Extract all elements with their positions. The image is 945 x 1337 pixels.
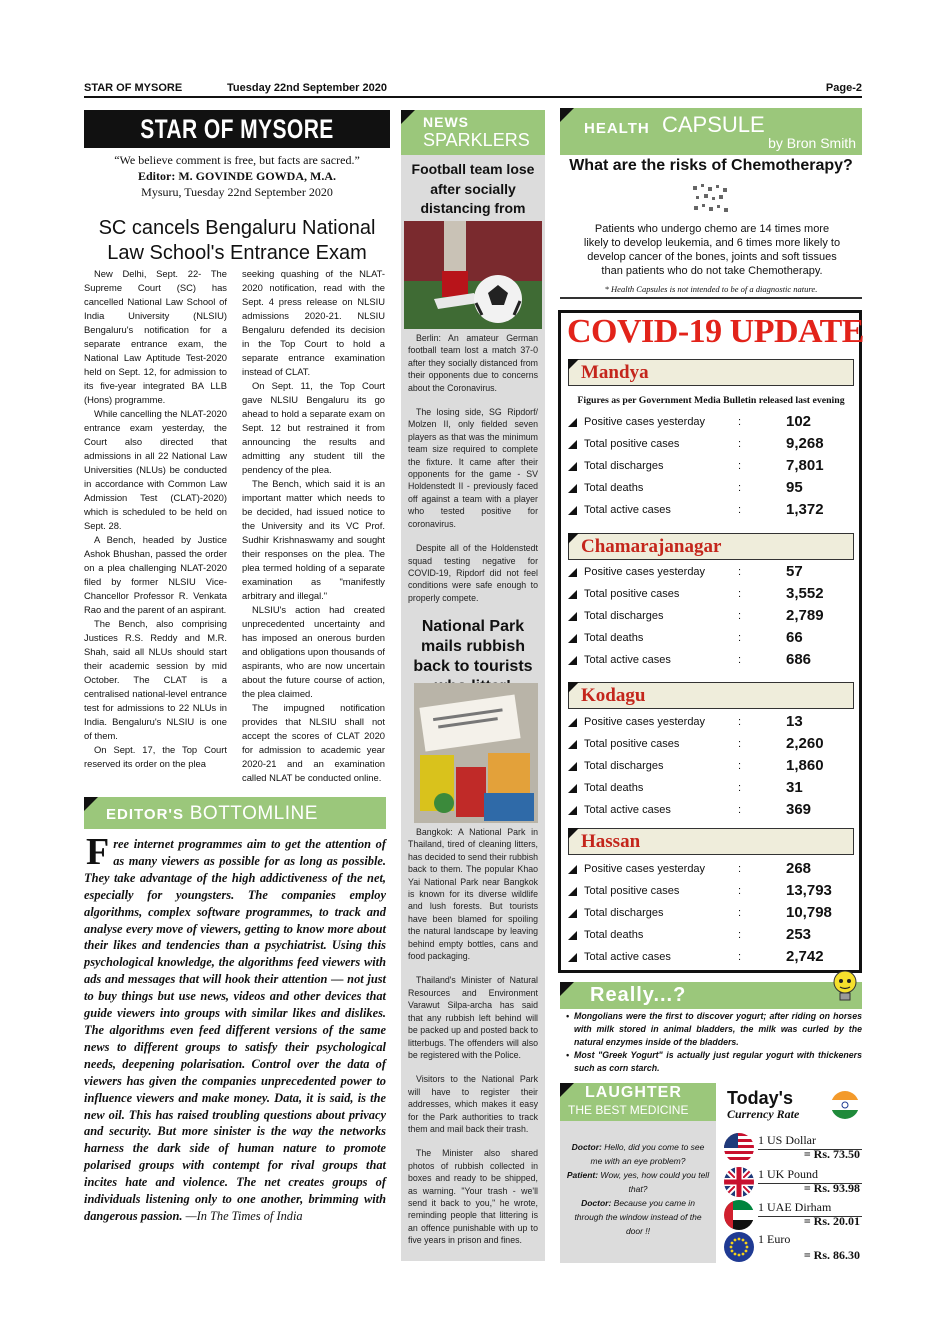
stat-separator: : bbox=[738, 907, 742, 919]
stat-label: Total positive cases bbox=[584, 738, 680, 750]
arrow-icon bbox=[568, 484, 577, 493]
speaker: Doctor: bbox=[571, 1142, 602, 1152]
arrow-icon bbox=[568, 440, 577, 449]
stat-separator: : bbox=[738, 885, 742, 897]
stat-value: 13,793 bbox=[786, 882, 832, 899]
stat-label: Positive cases yesterday bbox=[584, 716, 706, 728]
currency-name: 1 Euro bbox=[758, 1232, 791, 1246]
list-item: • Most "Greek Yogurt" is actually just regular yogurt with thickeners such as corn starch. bbox=[566, 1050, 862, 1073]
masthead-title: STAR OF MYSORE bbox=[140, 114, 334, 144]
really-list bbox=[566, 1010, 862, 1075]
stat-separator: : bbox=[738, 482, 742, 494]
lead-para: seeking quashing of the NLAT-2020 notification, read with the Sept. 4 press release on NLSIU admissions 2020-21. NLSIU Bengaluru defended its decision in the Top Court to hold a separate entrance examination instead of CLAT. bbox=[242, 268, 385, 377]
district-name: Kodagu bbox=[581, 685, 646, 706]
banner-label: CAPSULE bbox=[662, 112, 765, 137]
lead-para: While cancelling the NLAT-2020 entrance exam yesterday, the Court also directed that admissions in all 22 National Law Universities (NLUs) be conducted in accordance with Common Law Admission Test (CLAT)-2020) which is scheduled to be held on Sept. 28. bbox=[84, 408, 227, 531]
district-name: Mandya bbox=[581, 362, 649, 383]
stat-separator: : bbox=[738, 416, 742, 428]
masthead-dateline: Mysuru, Tuesday 22nd September 2020 bbox=[141, 185, 333, 199]
covid-title: COVID-19 UPDATE bbox=[567, 313, 864, 350]
uae-flag-icon bbox=[724, 1200, 754, 1230]
stat-label: Total deaths bbox=[584, 482, 644, 494]
joke-line bbox=[566, 1196, 710, 1238]
stat-value: 369 bbox=[786, 801, 812, 818]
us-flag-icon bbox=[724, 1133, 754, 1163]
stat-separator: : bbox=[738, 716, 742, 728]
corner-triangle-icon bbox=[568, 828, 579, 839]
football-photo bbox=[404, 221, 542, 329]
stat-separator: : bbox=[738, 760, 742, 772]
covid-stat-row bbox=[568, 737, 854, 759]
banner-label-bold: NEWS bbox=[423, 114, 469, 130]
stat-separator: : bbox=[738, 460, 742, 472]
masthead-motto: “We believe comment is free, but facts are sacred.” bbox=[114, 153, 360, 167]
banner-label-bold: HEALTH bbox=[584, 120, 650, 137]
covid-stat-row bbox=[568, 803, 854, 825]
football-story-text bbox=[408, 332, 538, 616]
lightbulb-icon bbox=[828, 968, 862, 1004]
currency-title: Today's bbox=[727, 1088, 793, 1108]
corner-triangle-icon bbox=[560, 108, 574, 122]
stat-label: Total discharges bbox=[584, 760, 664, 772]
corner-triangle-icon bbox=[568, 533, 579, 544]
district-name: Hassan bbox=[581, 831, 641, 852]
district-name: Chamarajanagar bbox=[581, 536, 722, 557]
corner-triangle-icon bbox=[568, 682, 579, 693]
currency-row-gbp bbox=[724, 1167, 862, 1199]
masthead-editor: Editor: M. GOVINDE GOWDA, M.A. bbox=[138, 169, 336, 183]
covid-stat-row bbox=[568, 481, 854, 503]
banner-label: BOTTOMLINE bbox=[189, 803, 318, 824]
banner-label-bold: EDITOR'S bbox=[106, 806, 184, 823]
district-header bbox=[568, 828, 854, 855]
speech: Wow, yes, how could you tell that? bbox=[598, 1170, 710, 1194]
editorial-credit: —In The Times of India bbox=[182, 1208, 303, 1223]
stat-label: Total deaths bbox=[584, 929, 644, 941]
stat-value: 1,860 bbox=[786, 757, 824, 774]
rubbish-photo bbox=[414, 683, 538, 823]
stat-separator: : bbox=[738, 438, 742, 450]
covid-stat-row bbox=[568, 565, 854, 587]
joke-line bbox=[566, 1168, 710, 1196]
arrow-icon bbox=[568, 612, 577, 621]
currency-name: 1 UAE Dirham bbox=[758, 1200, 832, 1214]
health-capsule-question: What are the risks of Chemotherapy? bbox=[569, 157, 853, 174]
covid-stat-row bbox=[568, 437, 854, 459]
header-paper-name: STAR OF MYSORE bbox=[84, 82, 183, 94]
stat-value: 10,798 bbox=[786, 904, 832, 921]
stat-label: Total discharges bbox=[584, 460, 664, 472]
stat-separator: : bbox=[738, 566, 742, 578]
corner-triangle-icon bbox=[560, 982, 574, 996]
stat-value: 57 bbox=[786, 563, 803, 580]
stat-value: 95 bbox=[786, 479, 803, 496]
divider bbox=[560, 297, 862, 299]
arrow-icon bbox=[568, 418, 577, 427]
corner-triangle-icon bbox=[568, 359, 579, 370]
arrow-icon bbox=[568, 462, 577, 471]
currency-value: = Rs. 93.98 bbox=[803, 1181, 860, 1195]
header-date: Tuesday 22nd September 2020 bbox=[227, 82, 387, 94]
news-sparklers-banner bbox=[401, 110, 545, 155]
covid-stat-row bbox=[568, 759, 854, 781]
district-header bbox=[568, 682, 854, 709]
editors-bottomline-text bbox=[84, 831, 386, 1225]
arrow-icon bbox=[568, 762, 577, 771]
district-header bbox=[568, 359, 854, 386]
currency-row-usd bbox=[724, 1133, 862, 1165]
lead-para: The impugned notification provides that NLSIU shall not accept the scores of CLAT 2020 for admission to academic year 2020-21 and an examination called NLAT be conducted online. bbox=[242, 702, 385, 783]
arrow-icon bbox=[568, 806, 577, 815]
really-banner bbox=[560, 982, 862, 1009]
arrow-icon bbox=[568, 784, 577, 793]
editorial-body: ree internet programmes aim to get the attention of as many viewers as possible for as long as possible. They take advantage of the high addictiveness of the net, especially for youngsters. The companies employ algorithms, complex software programmes, to track and analyse every move of viewers, getting to know more about their likes and tendencies than a psychiatrist. Using this psychological knowledge, the algorithms feed viewers with ads and messages that will hook their attention — not just to buy things but use news, videos and other devices that guide viewers into groups with similar likes and dislikes. The algorithms even feed different versions of the same news to different groups to satisfy their psychological needs, deepening polarisation. Control over the data of viewers has given the companies unprecedented power to influence viewers and make money. Data, it is said, is the new oil. This has raised troubling questions about privacy and security. But more sinister is the way the networks harness the dark side of human nature to promote polarised groups with contempt for rival groups that incites hate and violence. The net creates groups of individuals listening only to one another, brimming with dangerous passion. bbox=[84, 837, 386, 1223]
lead-para: The Bench, also comprising Justices R.S. Reddy and M.R. Shah, said all NLUs should start their academic session by mid October. The CLAT is a centralised national-level entrance test for admissions to 22 NLUs in India. Bengaluru's NLSIU is one of them. bbox=[84, 618, 227, 741]
currency-value: = Rs. 20.01 bbox=[803, 1214, 860, 1228]
stat-label: Total deaths bbox=[584, 632, 644, 644]
arrow-icon bbox=[568, 953, 577, 962]
uk-flag-icon bbox=[724, 1167, 754, 1197]
stat-separator: : bbox=[738, 804, 742, 816]
covid-subtitle: Figures as per Government Media Bulletin released last evening bbox=[577, 395, 845, 406]
really-title: Really...? bbox=[590, 984, 687, 1006]
covid-stat-row bbox=[568, 715, 854, 737]
stat-value: 7,801 bbox=[786, 457, 824, 474]
corner-triangle-icon bbox=[401, 110, 415, 124]
story-para: Despite all of the Holdenstedt squad testing negative for COVID-19, Ripdorf did not feel conditions were safe enough to properly compete. bbox=[408, 543, 538, 603]
arrow-icon bbox=[568, 865, 577, 874]
health-capsule-text: Patients who undergo chemo are 14 times more likely to develop leukemia, and 6 times more likely to develop cancer of the bones, joints and soft tissues than patients who do not take Chemotherapy. bbox=[583, 223, 841, 277]
covid-stat-row bbox=[568, 459, 854, 481]
stat-value: 102 bbox=[786, 413, 812, 430]
stat-value: 66 bbox=[786, 629, 803, 646]
arrow-icon bbox=[568, 931, 577, 940]
lead-para: The Bench, which said it is an important matter which needs to be decided, had issued notice to the University and its VC Prof. Sudhir Krishnaswamy and sought their responses on the plea. The plea termed holding of a separate examination as "manifestly arbitrary and illegal." bbox=[242, 478, 385, 601]
story-para: The losing side, SG Ripdorf/ Molzen II, only fielded seven players as that was the minimum team size required to complete the fixture. It came after their opponents for the game - SV Holdenstedt II - previously faced off against a team with a player who tested positive for coronavirus. bbox=[408, 407, 538, 529]
health-capsule-disclaimer: * Health Capsules is not intended to be of a diagnostic nature. bbox=[604, 284, 818, 294]
stat-separator: : bbox=[738, 929, 742, 941]
masthead bbox=[84, 110, 390, 148]
stat-label: Total positive cases bbox=[584, 885, 680, 897]
currency-row-aed bbox=[724, 1200, 862, 1232]
stat-separator: : bbox=[738, 632, 742, 644]
stat-value: 2,260 bbox=[786, 735, 824, 752]
story-para: Berlin: An amateur German football team lost a match 37-0 after they socially distanced from their opponents due to concerns about the Coronavirus. bbox=[408, 333, 538, 393]
covid-stat-row bbox=[568, 884, 854, 906]
stat-label: Total positive cases bbox=[584, 438, 680, 450]
story-para: Thailand's Minister of Natural Resources and Environment Varawut Silpa-archa has said that any rubbish left behind will be packed up and posted back to litterbugs. The offenders will also be registered with the Police. bbox=[408, 975, 538, 1060]
stat-label: Total discharges bbox=[584, 610, 664, 622]
arrow-icon bbox=[568, 909, 577, 918]
header-page-number: Page-2 bbox=[825, 82, 862, 94]
stat-value: 9,268 bbox=[786, 435, 824, 452]
stat-value: 268 bbox=[786, 860, 812, 877]
covid-stat-row bbox=[568, 906, 854, 928]
stat-separator: : bbox=[738, 588, 742, 600]
stat-label: Total active cases bbox=[584, 504, 671, 516]
national-park-story-text bbox=[408, 826, 538, 1259]
health-capsule-banner bbox=[560, 108, 862, 155]
stat-separator: : bbox=[738, 654, 742, 666]
lead-para: New Delhi, Sept. 22- The Supreme Court (SC) has cancelled National Law School of India University (NLSIU) Bengaluru's notification for a separate entrance exam, the National Law Aptitude Test-2020 held on Sept. 12, for admission to its five-year integrated BA LLB (Hons) programme. bbox=[84, 268, 227, 405]
page-header bbox=[84, 80, 862, 98]
stat-separator: : bbox=[738, 738, 742, 750]
arrow-icon bbox=[568, 718, 577, 727]
stat-separator: : bbox=[738, 951, 742, 963]
arrow-icon bbox=[568, 656, 577, 665]
covid-stat-row bbox=[568, 415, 854, 437]
stat-label: Total active cases bbox=[584, 804, 671, 816]
lead-para: A Bench, headed by Justice Ashok Bhushan, passed the order on a plea challenging NLAT-2020 filed by former NLSIU Vice-Chancellor Professor R. Venkata Rao and the parent of an aspirant. bbox=[84, 534, 227, 615]
covid-stat-row bbox=[568, 587, 854, 609]
currency-row-eur bbox=[724, 1232, 862, 1264]
covid-stat-row bbox=[568, 653, 854, 675]
stat-label: Positive cases yesterday bbox=[584, 566, 706, 578]
stat-value: 253 bbox=[786, 926, 812, 943]
lead-headline-line-1: SC cancels Bengaluru National bbox=[98, 217, 376, 239]
covid-stat-row bbox=[568, 609, 854, 631]
really-fact: Mongolians were the first to discover yogurt; after riding on horses with milk stored in animal bladders, the milk was curled by the natural enzymes inside of the bladders. bbox=[574, 1011, 862, 1047]
corner-triangle-icon bbox=[84, 797, 98, 811]
arrow-icon bbox=[568, 568, 577, 577]
joke-line bbox=[566, 1140, 710, 1168]
covid-stat-row bbox=[568, 631, 854, 653]
currency-subtitle: Currency Rate bbox=[727, 1107, 800, 1121]
speaker: Patient: bbox=[566, 1170, 599, 1180]
speech: Because you came in through the window instead of the door !! bbox=[574, 1198, 702, 1236]
stat-value: 13 bbox=[786, 713, 803, 730]
stat-label: Positive cases yesterday bbox=[584, 863, 706, 875]
covid-stat-row bbox=[568, 862, 854, 884]
covid-stat-row bbox=[568, 928, 854, 950]
currency-name: 1 UK Pound bbox=[758, 1167, 819, 1181]
lead-story-headline bbox=[84, 216, 390, 266]
laughter-joke bbox=[566, 1140, 710, 1238]
stat-label: Total active cases bbox=[584, 654, 671, 666]
stat-value: 2,789 bbox=[786, 607, 824, 624]
arrow-icon bbox=[568, 506, 577, 515]
stat-separator: : bbox=[738, 863, 742, 875]
really-fact: Most "Greek Yogurt" is actually just regular yogurt with thickeners such as corn starch. bbox=[574, 1050, 862, 1073]
stat-label: Total active cases bbox=[584, 951, 671, 963]
football-headline: Football team lose after socially distancing from bbox=[411, 161, 535, 216]
editors-bottomline-banner bbox=[84, 797, 386, 829]
stat-value: 31 bbox=[786, 779, 803, 796]
drop-cap: F bbox=[86, 831, 110, 873]
story-para: The Minister also shared photos of rubbish collected in boxes and ready to be shipped, as warning. "Your trash - we'll send it back to you," he wrote, reminding people that littering is an offence punishable with up to five years in prison and fines. bbox=[408, 1148, 538, 1246]
stat-separator: : bbox=[738, 610, 742, 622]
chemo-illustration-icon bbox=[690, 182, 732, 218]
health-capsule-byline: by Bron Smith bbox=[768, 135, 856, 151]
lead-story-column-1 bbox=[84, 267, 227, 771]
speaker: Doctor: bbox=[581, 1198, 612, 1208]
covid-stat-row bbox=[568, 950, 854, 972]
national-park-headline: National Park mails rubbish back to tourists bbox=[413, 618, 533, 675]
currency-value: = Rs. 86.30 bbox=[803, 1248, 860, 1262]
stat-value: 3,552 bbox=[786, 585, 824, 602]
lead-headline-line-2: Law School's Entrance Exam bbox=[107, 242, 367, 264]
stat-separator: : bbox=[738, 504, 742, 516]
stat-value: 686 bbox=[786, 651, 812, 668]
lead-para: On Sept. 17, the Top Court reserved its order on the plea bbox=[84, 744, 227, 769]
stat-value: 2,742 bbox=[786, 948, 824, 965]
district-header bbox=[568, 533, 854, 560]
story-para: Bangkok: A National Park in Thailand, tired of cleaning litters, has decided to send their rubbish back to them. The popular Khao Yai National Park near Bangkok is known for its diverse wildlife and lush forests. But tourists have been blamed for spoiling the natural landscape by leaving behind empty bottles, cans and food packaging. bbox=[408, 827, 538, 962]
banner-label-bold: LAUGHTER bbox=[585, 1084, 682, 1101]
arrow-icon bbox=[568, 590, 577, 599]
lead-story-column-2 bbox=[242, 267, 385, 785]
corner-triangle-icon bbox=[560, 1083, 574, 1097]
lead-para: On Sept. 11, the Top Court gave NLSIU Bengaluru its go ahead to hold a separate exam on Sept. 12 but restrained it from announcing the results and admitting any student till the pendency of the plea. bbox=[242, 380, 385, 475]
covid-stat-row bbox=[568, 781, 854, 803]
eu-flag-icon bbox=[724, 1232, 754, 1262]
banner-label: THE BEST MEDICINE bbox=[568, 1103, 689, 1117]
laughter-banner bbox=[560, 1083, 716, 1121]
stat-label: Total positive cases bbox=[584, 588, 680, 600]
arrow-icon bbox=[568, 740, 577, 749]
speech: Hello, did you come to see me with an eye problem? bbox=[590, 1142, 705, 1166]
india-flag-icon bbox=[830, 1090, 860, 1120]
arrow-icon bbox=[568, 887, 577, 896]
covid-stat-row bbox=[568, 503, 854, 525]
list-item: • Mongolians were the first to discover yogurt; after riding on horses with milk stored in animal bladders, the milk was curled by the natural enzymes inside of the bladders. bbox=[566, 1011, 862, 1047]
story-para: Visitors to the National Park will have to register their addresses, which makes it easy for the Park authorities to track them and mail back their trash. bbox=[408, 1074, 538, 1134]
masthead-info bbox=[84, 152, 390, 200]
stat-value: 1,372 bbox=[786, 501, 824, 518]
stat-label: Total discharges bbox=[584, 907, 664, 919]
stat-label: Total deaths bbox=[584, 782, 644, 794]
currency-name: 1 US Dollar bbox=[758, 1133, 816, 1147]
stat-separator: : bbox=[738, 782, 742, 794]
currency-value: = Rs. 73.50 bbox=[803, 1147, 860, 1161]
banner-label: SPARKLERS bbox=[423, 130, 530, 150]
lead-para: NLSIU's action had created unprecedented uncertainty and has imposed an onerous burden and obligations upon thousands of aspirants, who are now uncertain about the future course of action, the plea claimed. bbox=[242, 604, 385, 699]
stat-label: Positive cases yesterday bbox=[584, 416, 706, 428]
arrow-icon bbox=[568, 634, 577, 643]
